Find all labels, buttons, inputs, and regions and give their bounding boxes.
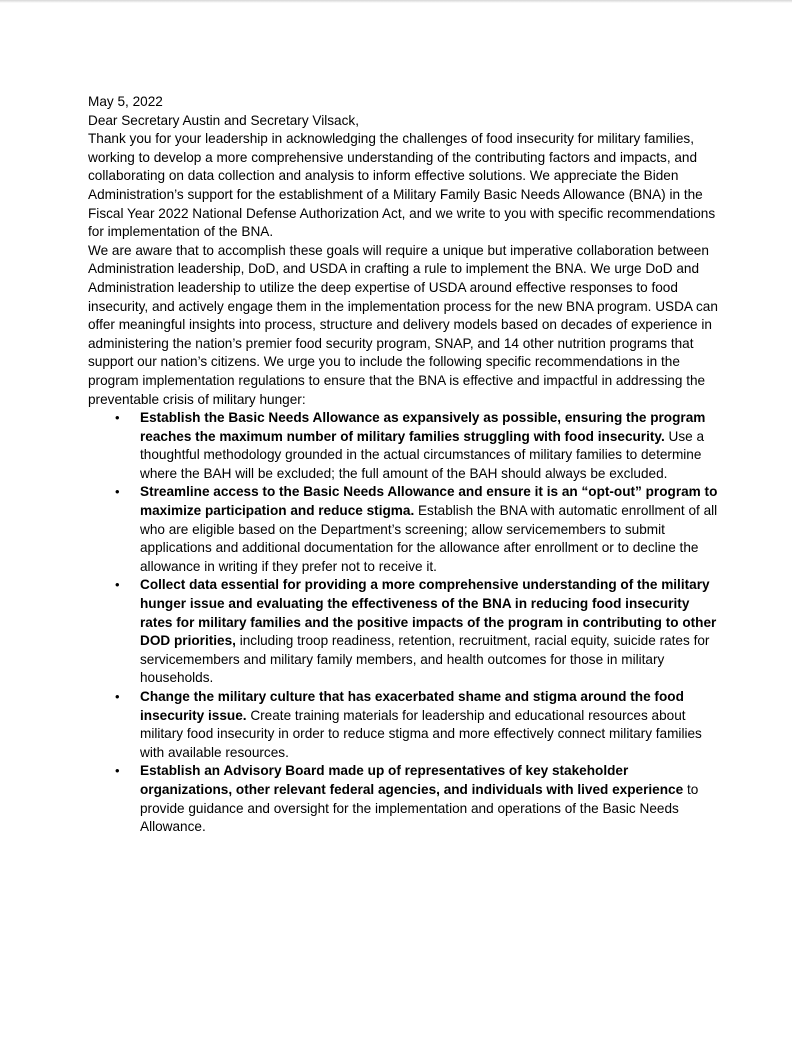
letter-salutation: Dear Secretary Austin and Secretary Vilsack, [88,112,359,128]
recommendation-text: to provide guidance and oversight for the implementation and operations of the Basic Needs Allowance. [140,781,699,835]
bullet-icon: • [115,410,120,426]
letter-date: May 5, 2022 [88,94,163,109]
recommendation-text: including troop readiness, retention, recruitment, racial equity, suicide rates for servicemembers and military family members, and health outcomes for those in military households. [140,633,710,686]
list-item [88,762,718,836]
list-item [88,409,718,483]
recommendation-heading: Establish an Advisory Board made up of representatives of key stakeholder organizations, other relevant federal agencies, and individuals with lived experience [140,763,684,797]
recommendation-text: Create training materials for leadership and educational resources about military food insecurity in order to reduce stigma and more effectively connect military families with available resources. [140,707,702,760]
recommendation-text: Use a thoughtful methodology grounded in the actual circumstances of military families to determine where the BAH will be excluded; the full amount of the BAH should always be excluded. [140,428,705,481]
recommendation-heading: Establish the Basic Needs Allowance as expansively as possible, ensuring the program reaches the maximum number of military families struggling with food insecurity. [140,410,706,444]
list-item [88,688,718,762]
page-top-edge [0,0,792,3]
recommendation-heading: Collect data essential for providing a more comprehensive understanding of the military hunger issue and evaluating the effectiveness of the BNA in reducing food insecurity rates for military families and the positive impacts of the program in contributing to other DOD priorities, [140,577,717,649]
bullet-icon: • [115,763,120,779]
letter-paragraph-2: We are aware that to accomplish these goals will require a unique but imperative collaboration between Administration leadership, DoD, and USDA in crafting a rule to implement the BNA. We urge DoD and Administration leadership to utilize the deep expertise of USDA around effective responses to food insecurity, and actively engage them in the implementation process for the new BNA program. USDA can offer meaningful insights into process, structure and delivery models based on decades of experience in administering the nation’s premier food security program, SNAP, and 14 other nutrition programs that support our nation’s citizens. We urge you to include the following specific recommendations in the program implementation regulations to ensure that the BNA is effective and impactful in addressing the preventable crisis of military hunger: [88,242,718,407]
recommendation-heading: Streamline access to the Basic Needs Allowance and ensure it is an “opt-out” program to maximize participation and reduce stigma. [140,484,718,519]
letter-paragraph-1: Thank you for your leadership in acknowledging the challenges of food insecurity for military families, working to develop a more comprehensive understanding of the contributing factors and impacts, and collaborating on data collection and analysis to inform effective solutions. We appreciate the Biden Administration’s support for the establishment of a Military Family Basic Needs Allowance (BNA) in the Fiscal Year 2022 National Defense Authorization Act, and we write to you with specific recommendations for implementation of the BNA. [88,131,716,240]
bullet-icon: • [115,689,120,704]
recommendation-text: Establish the BNA with automatic enrollment of all who are eligible based on the Department’s screening; allow servicemembers to submit applications and additional documentation for the allowance after enrollment or to decline the allowance in writing if they prefer not to receive it. [140,503,718,574]
list-item [88,483,718,576]
bullet-icon: • [115,577,120,593]
bullet-icon: • [115,484,120,500]
letter-page [88,93,718,837]
recommendations-list [88,409,718,837]
recommendation-heading: Change the military culture that has exacerbated shame and stigma around the food insecurity issue. [140,689,684,723]
list-item [88,576,718,688]
